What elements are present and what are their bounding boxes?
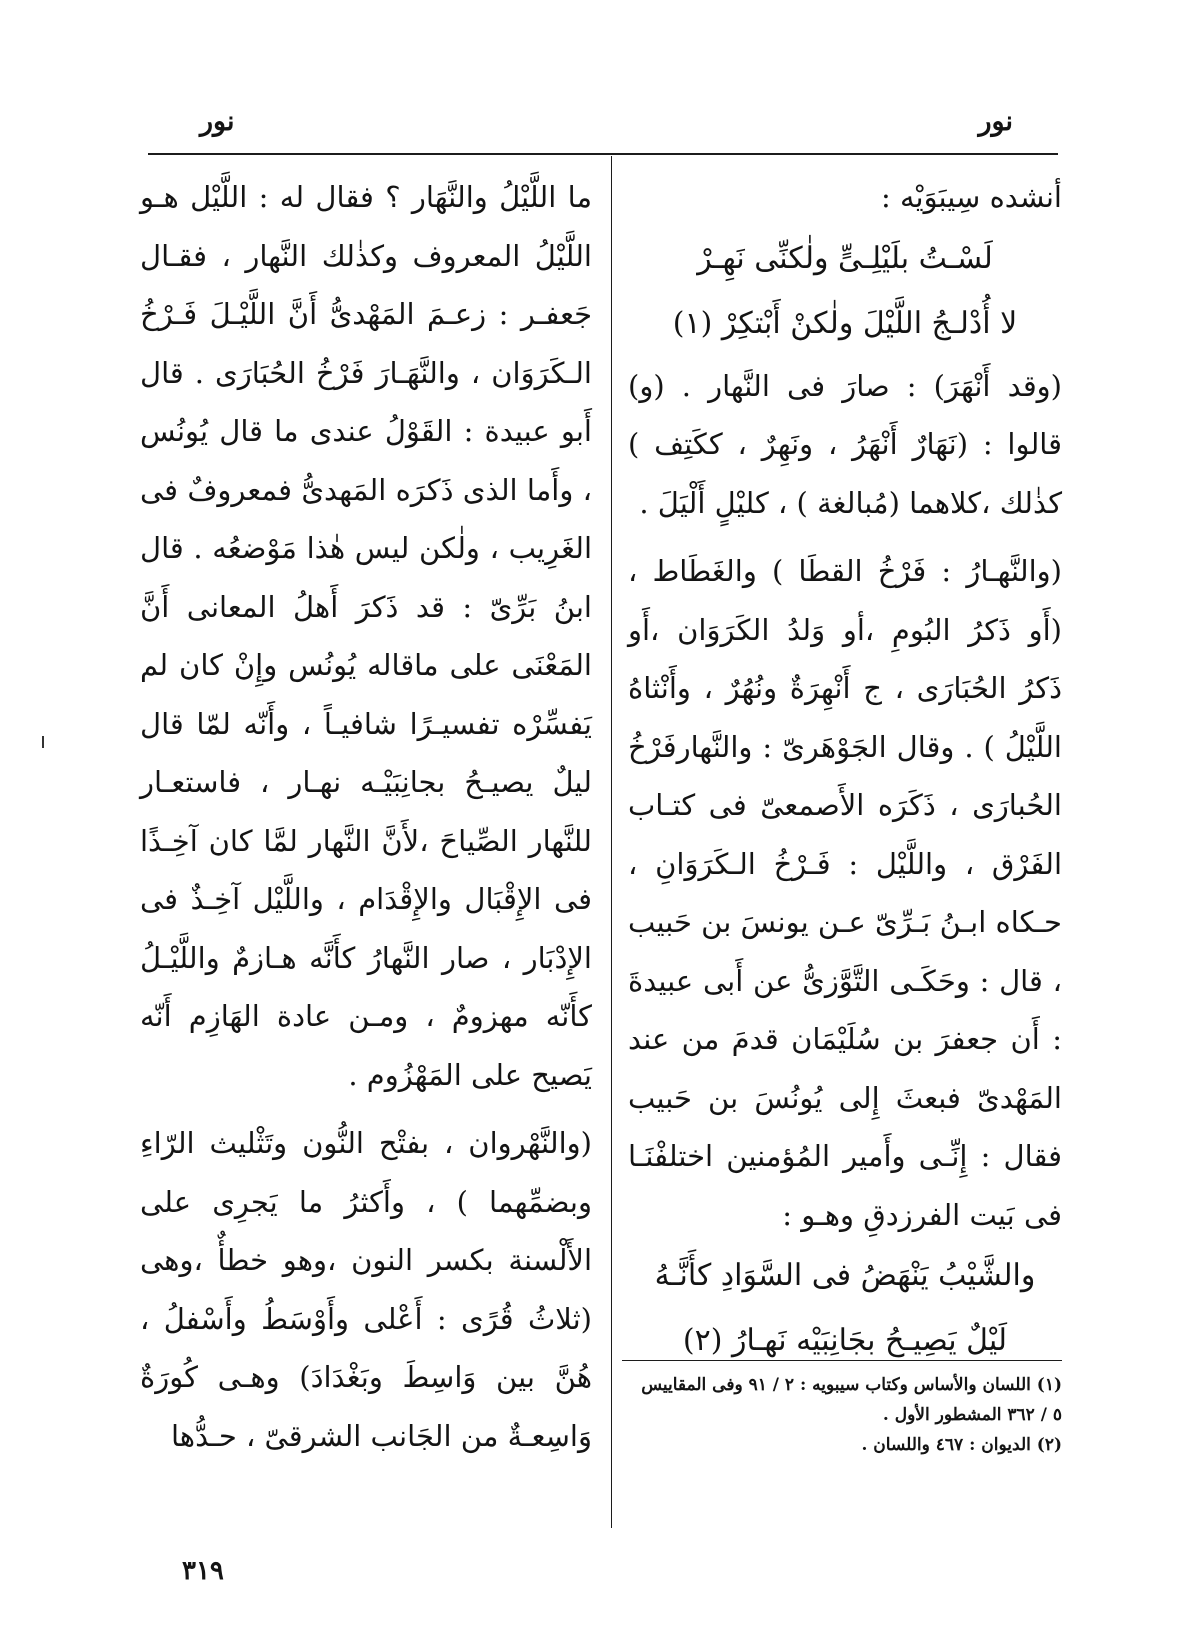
left-paragraph-1: ما اللَّيْلُ والنَّهَار ؟ فقال له : اللَّيْل هـو اللَّيْلُ المعروف وكذٰلك النَّهار ، فقـال جَعفـر : زعـمَ المَهْدىُّ أَنَّ اللَّيْـلَ فَـرْخُ الـكَرَوَان ، والنَّهَـارَ فَرْخُ الحُبَارَى . قال أَبو عبيدة : القَوْلُ عندى ما قال يُونُس ، وأَما الذى ذَكرَه المَهدىُّ فمعروفٌ فى الغَرِيب ، ولٰكن ليس هٰذا مَوْضعُه . قال ابنُ بَرِّىّ : قد ذَكرَ أَهلُ المعانى أَنَّ المَعْنَى على ماقاله يُونُس وإِنْ كان لم يَفسِّرْه تفسيـرًا شافيـاً ، وأَنّه لمّا قال ليلٌ يصيـحُ بجانِبَيْـه نهـار ، فاستعـار للنَّهار الصِّياحَ ،لأَنَّ النَّهار لمَّا كان آخِـذًا فى الإِقْبَال والإِقْدَام ، واللَّيْل آخِـذٌ فى الإِدْبَار ، صار النَّهارُ كأَنَّه هـازمٌ واللَّيْـلُ كأَنّه مهزومٌ ، ومـن عادة الهَازِم أَنّه يَصيح على المَهْزُوم . (140, 180, 592, 1092)
right-column (628, 168, 1062, 1374)
header-rule (148, 153, 1058, 155)
running-header-right: نور (978, 106, 1013, 137)
column-divider (611, 156, 612, 1528)
footnote-1-line-2: ٥ / ٣٦٢ المشطور الأول . (882, 1405, 1062, 1425)
verse-1-line-1: لَسْـتُ بلَيْلِـىٍّ ولٰكنِّى نَهِـرْ (697, 240, 993, 276)
margin-mark (42, 736, 44, 748)
verse-2-line-2: لَيْلٌ يَصِيـحُ بجَانِبَيْه نَهـارُ (٢) (682, 1323, 1008, 1358)
left-paragraph-2: (والنَّهْروان ، بفتْح النُّون وتَثْليث الرّاءِ وبضمِّهما ) ، وأَكثرُ ما يَجرِى على الأَلْسنة بكسر النون ،وهو خطأٌ ،وهى (ثلاثُ قُرًى : أَعْلى وأَوْسَطُ وأَسْفلُ ، هُنَّ بين وَاسِطَ وبَغْدَادَ) وهـى كُورَةٌ وَاسِعـةٌ من الجَانب الشرقىّ ، حـدُّها (140, 1126, 592, 1453)
left-column (140, 168, 592, 1465)
paragraph-gap (140, 1104, 592, 1114)
page-number: ٣١٩ (182, 1556, 224, 1586)
footnote-2: (٢) الديوان : ٤٦٧ واللسان . (861, 1435, 1062, 1455)
footnote-rule (622, 1360, 1062, 1361)
verse-1-line-2: لا أُدْلـجُ اللَّيْلَ ولٰكنْ أَبْتكِرْ (١) (672, 305, 1018, 341)
running-header-left: نور (200, 106, 235, 137)
verse-2-line-1: والشَّيْبُ يَنْهَضُ فى السَّوَادِ كأَنَّـهُ (654, 1258, 1036, 1293)
right-paragraph-2: (والنَّهـارُ : فَرْخُ القطَا ) والغَطَاط ، (أَو ذَكرُ البُومِ ،أو وَلدُ الكَرَوَان ،أَو ذَكرُ الحُبَارَى ، ج أَنْهِرَةٌ ونُهُرٌ ، وأَنْثاهُ اللَّيْلُ ) . وقال الجَوْهَرىّ : والنَّهارفَرْخُ الحُبارَى ، ذَكَرَه الأَصمعىّ فى كتـاب الفَرْق ، واللَّيْل : فَـرْخُ الـكَرَوَانِ ، حـكاه ابـنُ بَـرِّىّ عـن يونسَ بن حَبيب ، قال : وحَكَـى التَّوَّزىُّ عن أَبى عبيدةَ : أَن جعفرَ بن سُلَيْمَان قدمَ من عند المَهْدىّ فبعثَ إِلى يُونُسَ بن حَبيب فقال : إِنِّـى وأَمير المُؤمنين اختلفْنَـا فى بَيت الفرزدقِ وهـو : (628, 554, 1062, 1232)
footnote-1-line-1: (١) اللسان والأساس وكتاب سيبويه : ٢ / ٩١ وفى المقاييس (641, 1375, 1062, 1395)
right-intro: أنشده سِيبَوَيْه : (880, 180, 1062, 214)
right-paragraph-1: (وقد أَنْهَرَ) : صارَ فى النَّهار . (و) قالوا : (نَهَارٌ أَنْهَرُ ، ونَهِرٌ ، ككَتِف ) كذٰلك ،كلاهما (مُبالغة ) ، كليْلٍ أَلْيَلَ . (628, 368, 1062, 520)
footnotes (622, 1370, 1062, 1460)
paragraph-gap (628, 532, 1062, 542)
